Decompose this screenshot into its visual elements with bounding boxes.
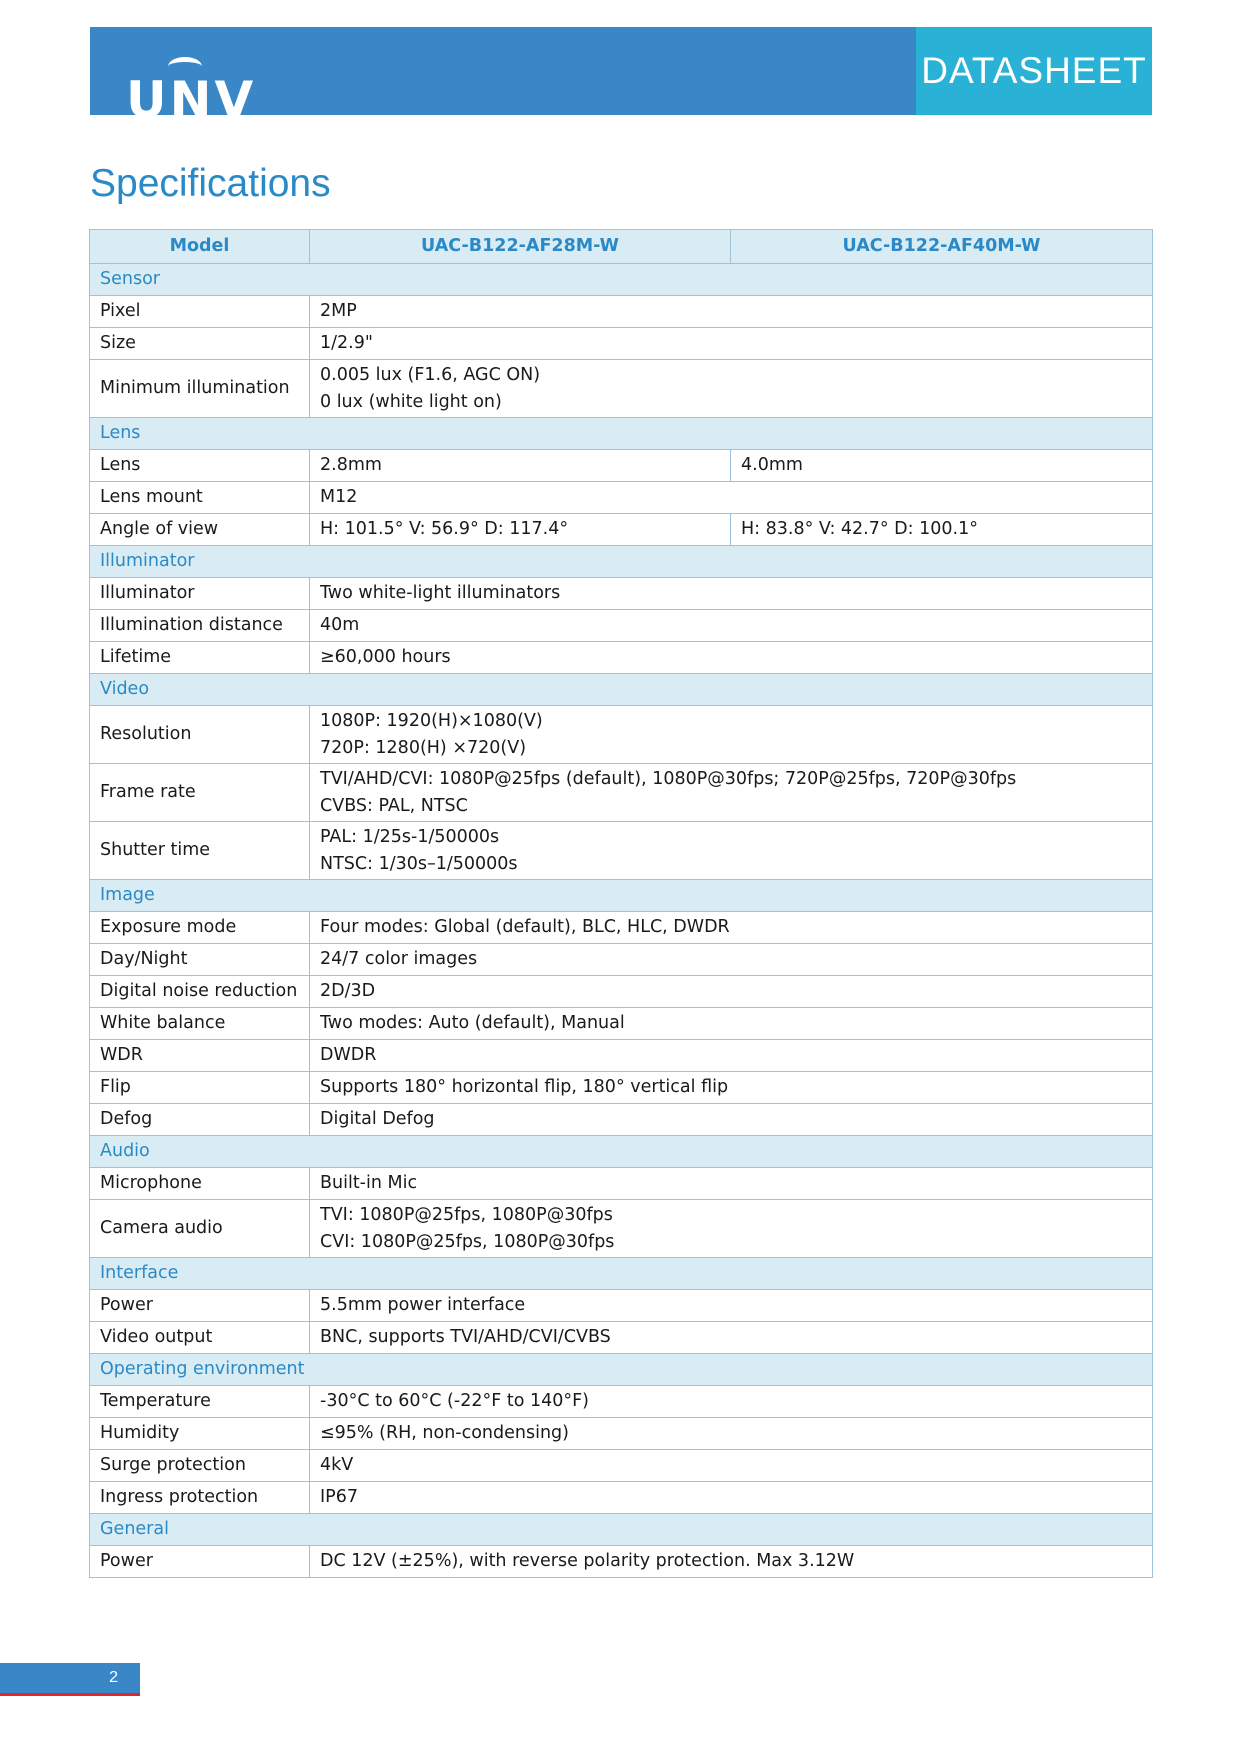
spec-label: Digital noise reduction xyxy=(90,976,310,1008)
spec-value-line: 24/7 color images xyxy=(320,949,478,969)
spec-value-line: CVBS: PAL, NTSC xyxy=(320,795,468,816)
spec-value xyxy=(310,1450,1153,1482)
header-model-af28: UAC-B122-AF28M-W xyxy=(310,230,731,264)
spec-value: H: 101.5° V: 56.9° D: 117.4° xyxy=(310,514,731,546)
table-header-row xyxy=(90,230,1153,264)
spec-label: Illuminator xyxy=(90,578,310,610)
spec-value xyxy=(310,912,1153,944)
spec-value xyxy=(310,1482,1153,1514)
spec-value xyxy=(310,1386,1153,1418)
spec-value-line: ≤95% (RH, non-condensing) xyxy=(320,1423,569,1443)
table-row xyxy=(90,610,1153,642)
spec-value xyxy=(310,1322,1153,1354)
spec-value-line: Digital Defog xyxy=(320,1109,435,1129)
table-row xyxy=(90,706,1153,764)
spec-value-line: TVI/AHD/CVI: 1080P@25fps (default), 1080P@30fps; 720P@25fps, 720P@30fps xyxy=(320,768,1017,789)
section-title: Audio xyxy=(90,1136,1153,1168)
spec-value-line: 1/2.9" xyxy=(320,333,373,353)
spec-value-line: 0.005 lux (F1.6, AGC ON) xyxy=(320,364,541,385)
spec-label: White balance xyxy=(90,1008,310,1040)
spec-label: Illumination distance xyxy=(90,610,310,642)
spec-value xyxy=(310,1418,1153,1450)
section-title: Lens xyxy=(90,418,1153,450)
section-title: Illuminator xyxy=(90,546,1153,578)
spec-value: 2.8mm xyxy=(310,450,731,482)
spec-label: Power xyxy=(90,1546,310,1578)
header-logo-area: UNV xyxy=(90,27,916,115)
spec-value-line: 2D/3D xyxy=(320,981,376,1001)
spec-value xyxy=(310,706,1153,764)
table-row xyxy=(90,944,1153,976)
spec-value xyxy=(310,944,1153,976)
spec-value-line: 1080P: 1920(H)×1080(V) xyxy=(320,710,543,731)
spec-value-line: Two white-light illuminators xyxy=(320,583,561,603)
spec-label: Lens xyxy=(90,450,310,482)
spec-label: Frame rate xyxy=(90,764,310,822)
table-row xyxy=(90,1200,1153,1258)
table-row xyxy=(90,360,1153,418)
spec-label: Temperature xyxy=(90,1386,310,1418)
spec-value xyxy=(310,296,1153,328)
section-row xyxy=(90,674,1153,706)
spec-value-line: Supports 180° horizontal flip, 180° vertical flip xyxy=(320,1077,729,1097)
section-row xyxy=(90,1136,1153,1168)
section-row xyxy=(90,880,1153,912)
spec-label: Angle of view xyxy=(90,514,310,546)
section-title: Image xyxy=(90,880,1153,912)
spec-value xyxy=(310,1290,1153,1322)
section-title: Interface xyxy=(90,1258,1153,1290)
spec-label: Flip xyxy=(90,1072,310,1104)
table-row xyxy=(90,1322,1153,1354)
spec-label: Ingress protection xyxy=(90,1482,310,1514)
spec-value-line: -30°C to 60°C (-22°F to 140°F) xyxy=(320,1391,590,1411)
section-row xyxy=(90,546,1153,578)
section-title: Sensor xyxy=(90,264,1153,296)
spec-value xyxy=(310,1546,1153,1578)
spec-value-line: Built-in Mic xyxy=(320,1173,418,1193)
spec-label: Shutter time xyxy=(90,822,310,880)
spec-value-line: PAL: 1/25s-1/50000s xyxy=(320,826,500,847)
spec-value-line: 720P: 1280(H) ×720(V) xyxy=(320,737,527,758)
spec-value xyxy=(310,360,1153,418)
spec-label: Lifetime xyxy=(90,642,310,674)
spec-value-line: BNC, supports TVI/AHD/CVI/CVBS xyxy=(320,1327,611,1347)
spec-value-line: 5.5mm power interface xyxy=(320,1295,526,1315)
spec-label: WDR xyxy=(90,1040,310,1072)
spec-label: Resolution xyxy=(90,706,310,764)
spec-value xyxy=(310,610,1153,642)
datasheet-badge: DATASHEET xyxy=(916,27,1152,115)
spec-value xyxy=(310,1040,1153,1072)
section-row xyxy=(90,418,1153,450)
page-number-badge xyxy=(0,1663,140,1693)
spec-value-line: DC 12V (±25%), with reverse polarity protection. Max 3.12W xyxy=(320,1551,855,1571)
section-title: Operating environment xyxy=(90,1354,1153,1386)
header-bar xyxy=(90,27,1152,129)
section-title: General xyxy=(90,1514,1153,1546)
spec-value-line: IP67 xyxy=(320,1487,358,1507)
spec-value-line: DWDR xyxy=(320,1045,377,1065)
spec-label: Video output xyxy=(90,1322,310,1354)
table-row xyxy=(90,1450,1153,1482)
spec-value-line: 4kV xyxy=(320,1455,354,1475)
table-row xyxy=(90,1008,1153,1040)
page-title: Specifications xyxy=(90,162,331,205)
spec-value-line: 2MP xyxy=(320,301,357,321)
section-row xyxy=(90,1258,1153,1290)
spec-value xyxy=(310,1008,1153,1040)
spec-label: Power xyxy=(90,1290,310,1322)
spec-value-line: TVI: 1080P@25fps, 1080P@30fps xyxy=(320,1204,613,1225)
spec-label: Size xyxy=(90,328,310,360)
section-row xyxy=(90,1514,1153,1546)
table-row xyxy=(90,1290,1153,1322)
spec-label: Day/Night xyxy=(90,944,310,976)
specifications-table xyxy=(89,229,1153,1578)
header-model: Model xyxy=(90,230,310,264)
spec-label: Exposure mode xyxy=(90,912,310,944)
table-row xyxy=(90,1040,1153,1072)
spec-value xyxy=(310,328,1153,360)
table-row xyxy=(90,642,1153,674)
spec-value-line: NTSC: 1/30s–1/50000s xyxy=(320,853,518,874)
spec-value-line: M12 xyxy=(320,487,358,507)
spec-value xyxy=(310,1072,1153,1104)
specifications-body xyxy=(90,264,1153,1578)
spec-value-line: CVI: 1080P@25fps, 1080P@30fps xyxy=(320,1231,615,1252)
spec-value-line: 40m xyxy=(320,615,360,635)
spec-value xyxy=(310,822,1153,880)
table-row xyxy=(90,482,1153,514)
table-row xyxy=(90,764,1153,822)
spec-value xyxy=(310,1200,1153,1258)
table-row xyxy=(90,1072,1153,1104)
section-title: Video xyxy=(90,674,1153,706)
table-row xyxy=(90,1546,1153,1578)
spec-value xyxy=(310,764,1153,822)
table-row xyxy=(90,578,1153,610)
table-row xyxy=(90,514,1153,546)
spec-value xyxy=(310,578,1153,610)
spec-value xyxy=(310,1104,1153,1136)
footer-red-line xyxy=(0,1693,140,1696)
spec-label: Defog xyxy=(90,1104,310,1136)
spec-value xyxy=(310,976,1153,1008)
spec-label: Pixel xyxy=(90,296,310,328)
table-row xyxy=(90,822,1153,880)
table-row xyxy=(90,328,1153,360)
spec-value-line: Four modes: Global (default), BLC, HLC, DWDR xyxy=(320,917,730,937)
spec-value xyxy=(310,482,1153,514)
spec-label: Surge protection xyxy=(90,1450,310,1482)
spec-label: Minimum illumination xyxy=(90,360,310,418)
spec-value-line: 0 lux (white light on) xyxy=(320,391,502,412)
section-row xyxy=(90,264,1153,296)
spec-label: Lens mount xyxy=(90,482,310,514)
table-row xyxy=(90,1386,1153,1418)
spec-label: Camera audio xyxy=(90,1200,310,1258)
spec-value: H: 83.8° V: 42.7° D: 100.1° xyxy=(731,514,1153,546)
spec-value-line: ≥60,000 hours xyxy=(320,647,451,667)
table-row xyxy=(90,1482,1153,1514)
spec-value-line: Two modes: Auto (default), Manual xyxy=(320,1013,625,1033)
table-row xyxy=(90,1418,1153,1450)
header-model-af40: UAC-B122-AF40M-W xyxy=(731,230,1153,264)
table-row xyxy=(90,1104,1153,1136)
table-row xyxy=(90,976,1153,1008)
table-row xyxy=(90,296,1153,328)
spec-label: Humidity xyxy=(90,1418,310,1450)
spec-value xyxy=(310,642,1153,674)
table-row xyxy=(90,450,1153,482)
table-row xyxy=(90,912,1153,944)
spec-value: 4.0mm xyxy=(731,450,1153,482)
table-row xyxy=(90,1168,1153,1200)
spec-value xyxy=(310,1168,1153,1200)
page-number: 2 xyxy=(109,1669,118,1686)
spec-label: Microphone xyxy=(90,1168,310,1200)
section-row xyxy=(90,1354,1153,1386)
